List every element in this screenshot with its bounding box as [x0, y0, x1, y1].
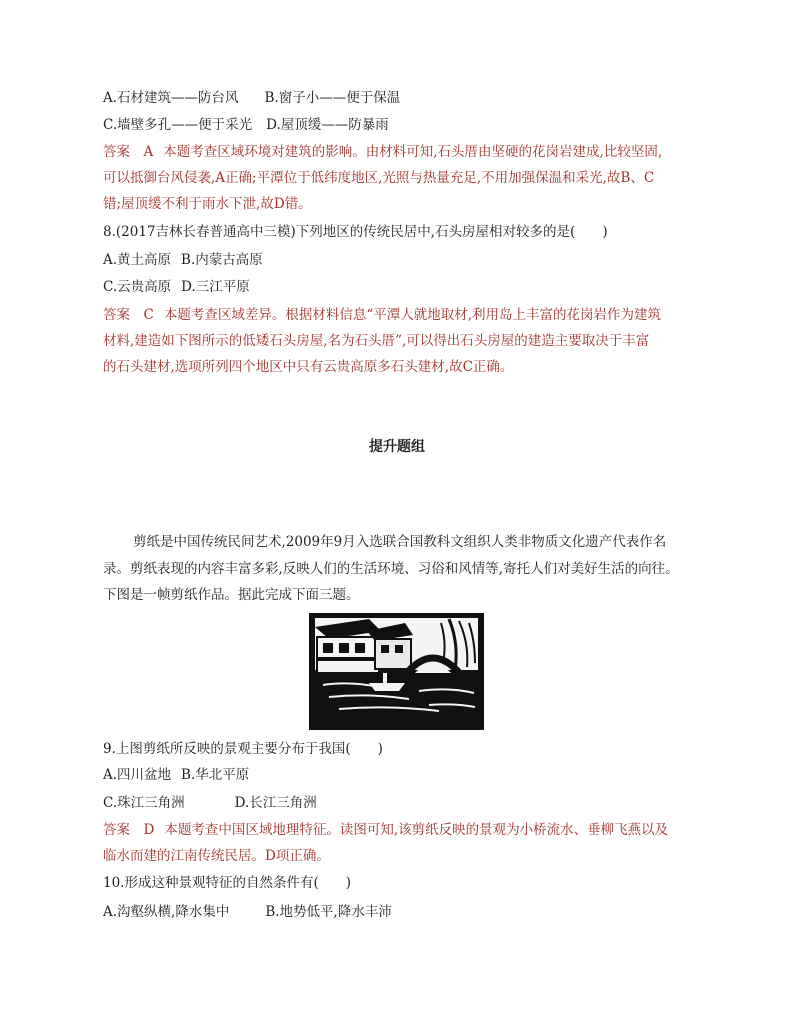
q9-answer-text1: 本题考查中国区域地理特征。读图可知,该剪纸反映的景观为小桥流水、垂柳飞燕以及: [164, 822, 669, 838]
q8-answer-label: 答案 C: [103, 307, 154, 323]
q10-option-a: A.沟壑纵横,降水集中: [103, 904, 230, 920]
q9-options-cd: [103, 793, 317, 813]
q9-options-ab: [103, 765, 249, 785]
q7-option-c: C.墙壁多孔——便于采光: [103, 117, 253, 133]
papercut-image: [309, 613, 484, 730]
q9-stem: 9.上图剪纸所反映的景观主要分布于我国( ): [103, 741, 383, 757]
q8-option-b: B.内蒙古高原: [181, 252, 263, 268]
q9-answer-line2: 临水而建的江南传统民居。D项正确。: [103, 848, 330, 864]
q9-option-a: A.四川盆地: [103, 767, 172, 783]
q8-answer-line1: [103, 305, 661, 325]
q7-options-ab: [103, 88, 400, 108]
q7-option-d: D.屋顶缓——防暴雨: [266, 117, 389, 133]
q10-options-ab: [103, 902, 392, 922]
q8-option-c: C.云贵高原: [103, 279, 172, 295]
q7-answer-line1: [103, 142, 662, 162]
q9-option-d: D.长江三角洲: [234, 795, 317, 811]
q7-answer-text1: 本题考查区域环境对建筑的影响。由材料可知,石头厝由坚硬的花岗岩建成,比较坚固,: [163, 144, 663, 160]
q7-answer-line2: 可以抵御台风侵袭,A正确;平潭位于低纬度地区,光照与热量充足,不用加强保温和采光,故B、C: [103, 170, 655, 186]
q8-stem: 8.(2017吉林长春普通高中三模)下列地区的传统民居中,石头房屋相对较多的是( ): [103, 224, 608, 240]
q10-option-b: B.地势低平,降水丰沛: [265, 904, 392, 920]
q7-answer-line3: 错;屋顶缓不利于雨水下泄,故D错。: [103, 196, 312, 212]
q8-answer-text1: 本题考查区域差异。根据材料信息“平潭人就地取材,利用岛上丰富的花岗岩作为建筑: [163, 307, 662, 323]
q9-option-b: B.华北平原: [181, 767, 250, 783]
q8-option-d: D.三江平原: [181, 279, 250, 295]
section-title: 提升题组: [369, 439, 425, 455]
q7-options-cd: [103, 115, 389, 135]
q8-options-ab: [103, 250, 263, 270]
q9-answer-label: 答案 D: [103, 822, 155, 838]
q10-stem: 10.形成这种景观特征的自然条件有( ): [103, 875, 352, 891]
q7-option-b: B.窗子小——便于保温: [264, 90, 401, 106]
q9-option-c: C.珠江三角洲: [103, 795, 185, 811]
papercut-illustration: [309, 613, 484, 730]
q7-answer-label: 答案 A: [103, 144, 154, 160]
q8-option-a: A.黄土高原: [103, 252, 172, 268]
passage-line2: 录。剪纸表现的内容丰富多彩,反映人们的生活环境、习俗和风情等,寄托人们对美好生活的向往。: [103, 561, 679, 577]
passage-line1: 剪纸是中国传统民间艺术,2009年9月入选联合国教科文组织人类非物质文化遗产代表作名: [133, 534, 667, 550]
passage-line3: 下图是一帧剪纸作品。据此完成下面三题。: [103, 587, 360, 603]
q9-answer-line1: [103, 820, 668, 840]
q8-answer-line3: 的石头建材,选项所列四个地区中只有云贵高原多石头建材,故C正确。: [103, 359, 514, 375]
q8-options-cd: [103, 277, 250, 297]
q8-answer-line2: 材料,建造如下图所示的低矮石头房屋,名为石头厝”,可以得出石头房屋的建造主要取决于丰富: [103, 333, 650, 349]
q7-option-a: A.石材建筑——防台风: [103, 90, 239, 106]
